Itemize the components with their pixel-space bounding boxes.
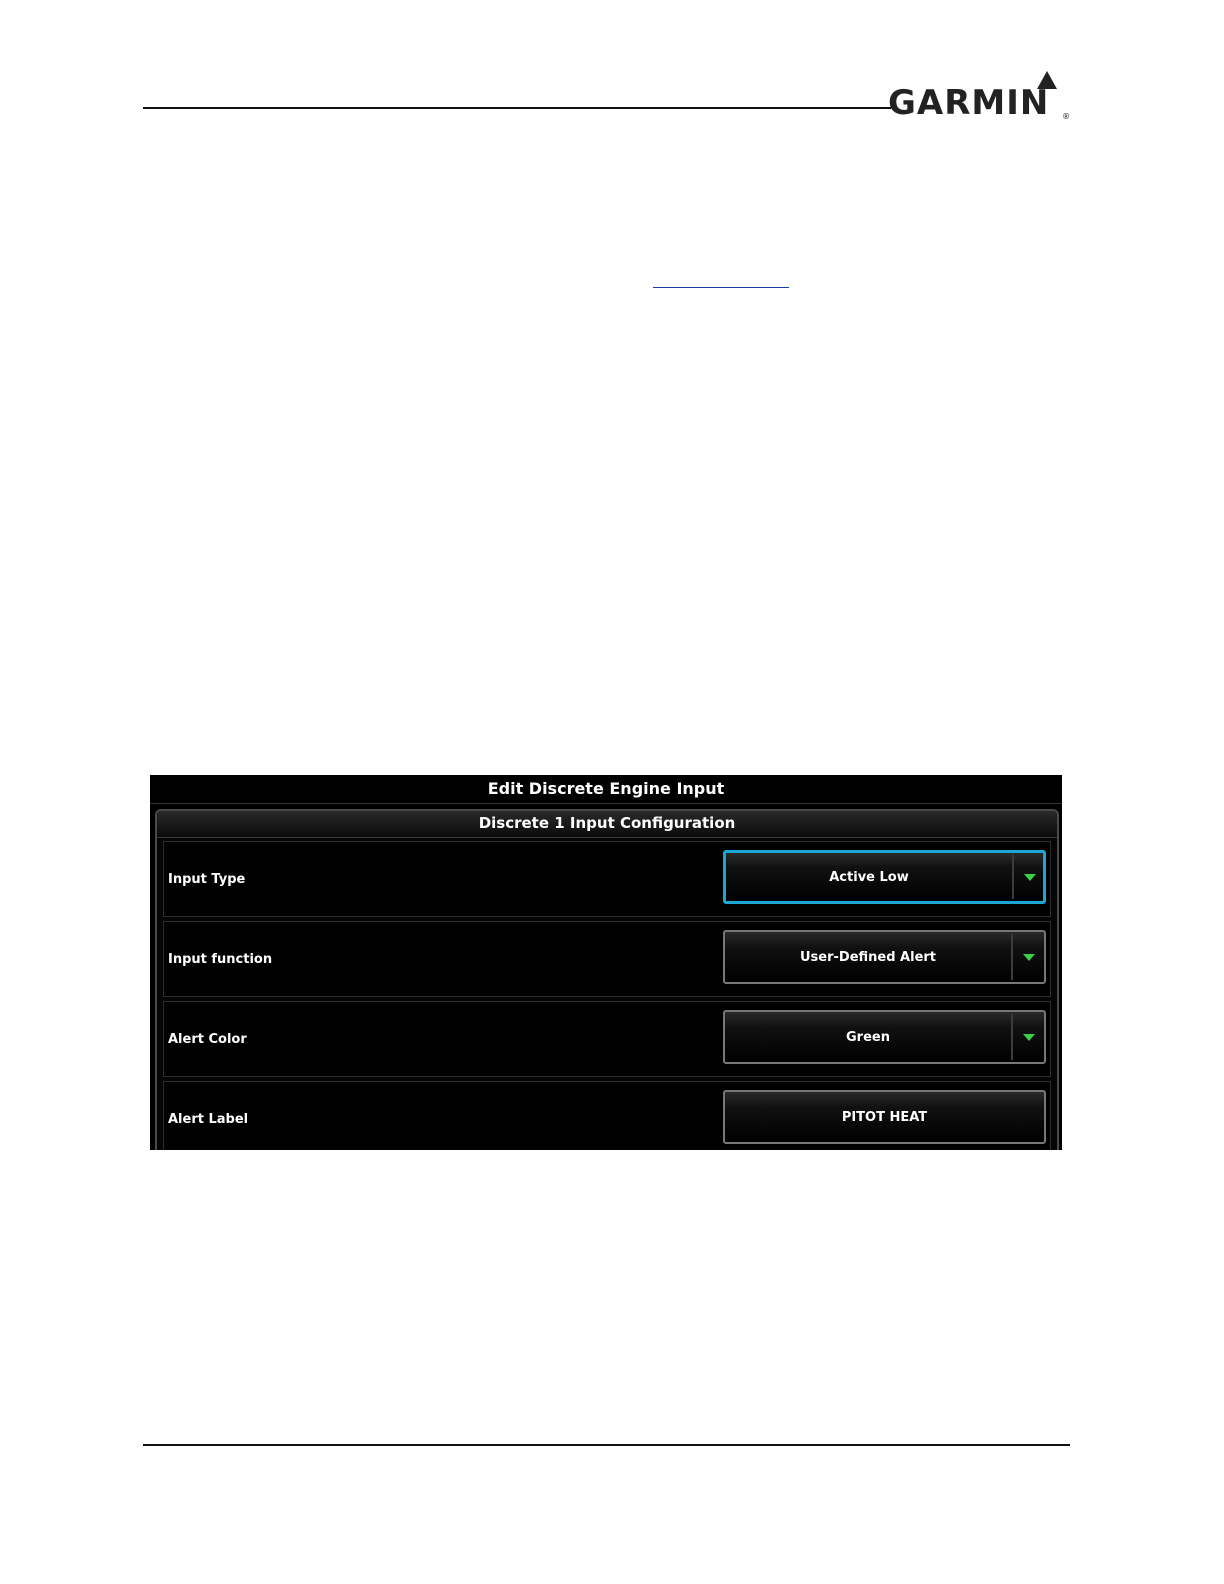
dropdown-value: Green (846, 1029, 890, 1045)
alert-label-button[interactable] (723, 1090, 1046, 1144)
dropdown-value: Active Low (829, 869, 909, 885)
row-label: Input Type (168, 871, 246, 887)
triangle-down-icon (1023, 1034, 1035, 1041)
dropdown-value: User-Defined Alert (799, 949, 937, 965)
screen-title: Edit Discrete Engine Input (150, 775, 1062, 804)
row-label: Alert Color (168, 1031, 247, 1047)
header-rule (143, 107, 891, 109)
row-alert-label (163, 1081, 1051, 1150)
device-screenshot (150, 775, 1062, 1150)
triangle-down-icon (1023, 954, 1035, 961)
row-alert-color (163, 1001, 1051, 1077)
dropdown-separator (1011, 934, 1013, 980)
triangle-down-icon (1024, 874, 1036, 881)
footer-rule (143, 1444, 1070, 1446)
logo-text: GARMIN (888, 83, 1050, 123)
row-label: Input function (168, 951, 273, 967)
dropdown-separator (1012, 855, 1014, 899)
configuration-panel (155, 809, 1059, 1150)
panel-title: Discrete 1 Input Configuration (157, 811, 1057, 838)
input-type-dropdown[interactable] (723, 850, 1046, 904)
input-function-dropdown[interactable] (723, 930, 1046, 984)
row-input-type (163, 841, 1051, 917)
row-label: Alert Label (168, 1111, 249, 1127)
dropdown-separator (1011, 1014, 1013, 1060)
alert-color-dropdown[interactable] (723, 1010, 1046, 1064)
button-value: PITOT HEAT (841, 1109, 928, 1125)
hyperlink-underline[interactable] (653, 287, 789, 288)
registered-mark: ® (1062, 112, 1070, 121)
row-input-function (163, 921, 1051, 997)
